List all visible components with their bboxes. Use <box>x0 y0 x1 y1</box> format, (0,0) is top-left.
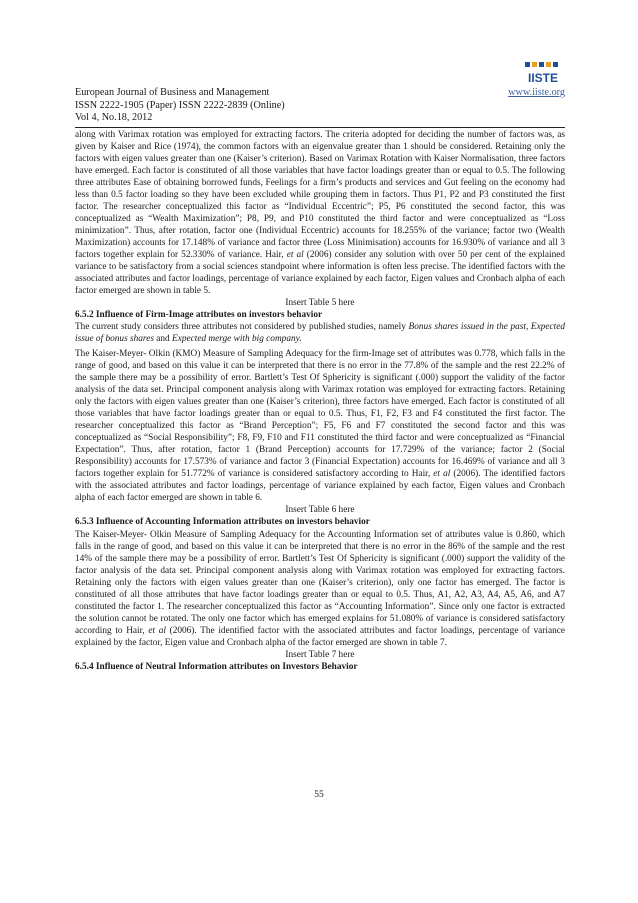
logo-text: IISTE <box>527 71 559 85</box>
paragraph-rotation: along with Varimax rotation was employed for extracting factors. The criteria adopted for deciding the number of factors was, as given by Kaiser and Rice (1974), the common factors with an eigenvalue greater than 1 should be considered. Retaining only the factors with eigen values greater than one (Kaiser’s criterion). Based on Varimax Rotation with Kaiser Normalisation, three factors have emerged. Each factor is constituted of all those variables that have factor loadings greater than or equal to 0.5. The following three attributes Ease of obtaining borrowed funds, Feelings for a firm’s products and services and Gut feeling on the economy had less than 0.5 factor loading so they have been excluded while grouping them in factors. Thus P1, P2 and P3 constituted the first factor. The researcher conceptualized this factor as “Individual Eccentric”; P5, P6 constituted the second factor, this was conceptualized as “Wealth Maximization”; P8, P9, and P10 constituted the third factor and were conceptualized as “Loss minimization”. Thus, after rotation, factor one (Individual Eccentric) accounts for 18.255% of the variance; factor two (Wealth Maximization) accounts for 17.148% of variance and factor three (Loss Minimisation) accounts for 16.930% of variance and all 3 factors together explain for 52.330% of variance. Hair, et al (2006) consider any solution with over 50 per cent of the explained variance to be satisfactory from a social sciences standpoint where information is often less precise. The identified factors with the associated attributes and factor loadings, percentage of variance explained by each factor, Eigen values and Cronbach alpha of each factor emerged are shown in table 5. <box>75 130 565 296</box>
volume-line: Vol 4, No.18, 2012 <box>75 112 153 124</box>
page-number: 55 <box>314 790 324 800</box>
paragraph-firm-image-intro: The current study considers three attributes not considered by published studies, namely Bonus shares issued in the past, Expected issue of bonus shares and Expected merge with big company. <box>75 322 565 345</box>
paragraph-firm-image-kmo: The Kaiser-Meyer- Olkin (KMO) Measure of Sampling Adequacy for the firm-Image set of attributes was 0.778, which falls in the range of good, and based on this value it can be interpreted that there is no error in the 77.8% of the sample and the rest 22.2% of the sample there may be a possibility of error. Bartlett’s Test Of Sphericity is significant (.000) support the validity of the factor analysis of the data set. Principal component analysis along with Varimax rotation was employed for extracting factors. Retaining only the factors with eigen values greater than one (Kaiser’s criterion), three factors have emerged. Each factor is constituted of all those variables that have factor loadings greater than or equal to 0.5. Thus, F1, F2, F3 and F4 constituted the first factor. The researcher conceptualized this factor as “Brand Perception”; F5, F6 and F7 constituted the second factor and this was conceptualized as “Social Responsibility”; F8, F9, F10 and F11 constituted the third factor and were conceptualized as “Financial Expectation”. Thus, after rotation, factor 1 (Brand Perception) accounts for 17.729% of the variance; factor 2 (Social Responsibility) accounts for 17.573% of variance and factor 3 (Financial Expectation) accounts for 16.469% of variance and all 3 factors together explain for 51.772% of variance is considered satisfactory according to Hair, et al (2006). The identified factors with the associated attributes and factor loadings, percentage of variance explained by each factor, Eigen values and Cronbach alpha of each factor emerged are shown in table 6. <box>75 349 565 504</box>
header-rule <box>75 127 565 128</box>
section-heading-6-5-3: 6.5.3 Influence of Accounting Information attributes on investors behavior <box>75 517 370 528</box>
paragraph-accounting-kmo: The Kaiser-Meyer- Olkin Measure of Sampling Adequacy for the Accounting Information set of attributes value is 0.860, which falls in the range of good, and based on this value it can be interpreted that there is no error in the 86% of the sample and the rest 14% of the sample there may be a possibility of error. Bartlett’s Test Of Sphericity is significant (.000) support the validity of the factor analysis of the data set. Principal component analysis along with Varimax rotation was employed for extracting factors. Retaining only the factors with eigen values greater than one (Kaiser’s criterion), only one factor has emerged. The factor is constituted of all those attributes that have factor loadings greater than or equal to 0.5. Thus, A1, A2, A3, A4, A5, A6, and A7 constituted the factor 1. The researcher conceptualized this factor as “Accounting Information”. Since only one factor is extracted the solution cannot be rotated. The only one factor which has emerged explains for 51.080% of variance is considered satisfactory according to Hair, et al (2006). The identified factor with the associated attributes and factor loadings, percentage of variance explained by the factor, Eigen value and Cronbach alpha of the factor emerged are shown in table 7. <box>75 529 566 648</box>
running-header <box>75 87 565 125</box>
insert-table-6: Insert Table 6 here <box>285 505 355 516</box>
insert-table-5: Insert Table 5 here <box>285 298 355 308</box>
iiste-logo-icon <box>519 60 567 88</box>
journal-title: European Journal of Business and Management <box>75 87 270 98</box>
article-body <box>75 129 565 673</box>
insert-table-7: Insert Table 7 here <box>285 649 355 660</box>
journal-url-link[interactable]: www.iiste.org <box>508 87 565 98</box>
section-heading-6-5-4: 6.5.4 Influence of Neutral Information attributes on Investors Behavior <box>75 661 358 672</box>
section-heading-6-5-2: 6.5.2 Influence of Firm-Image attributes on investors behavior <box>75 310 323 320</box>
issn-line: ISSN 2222-1905 (Paper) ISSN 2222-2839 (Online) <box>75 99 285 111</box>
